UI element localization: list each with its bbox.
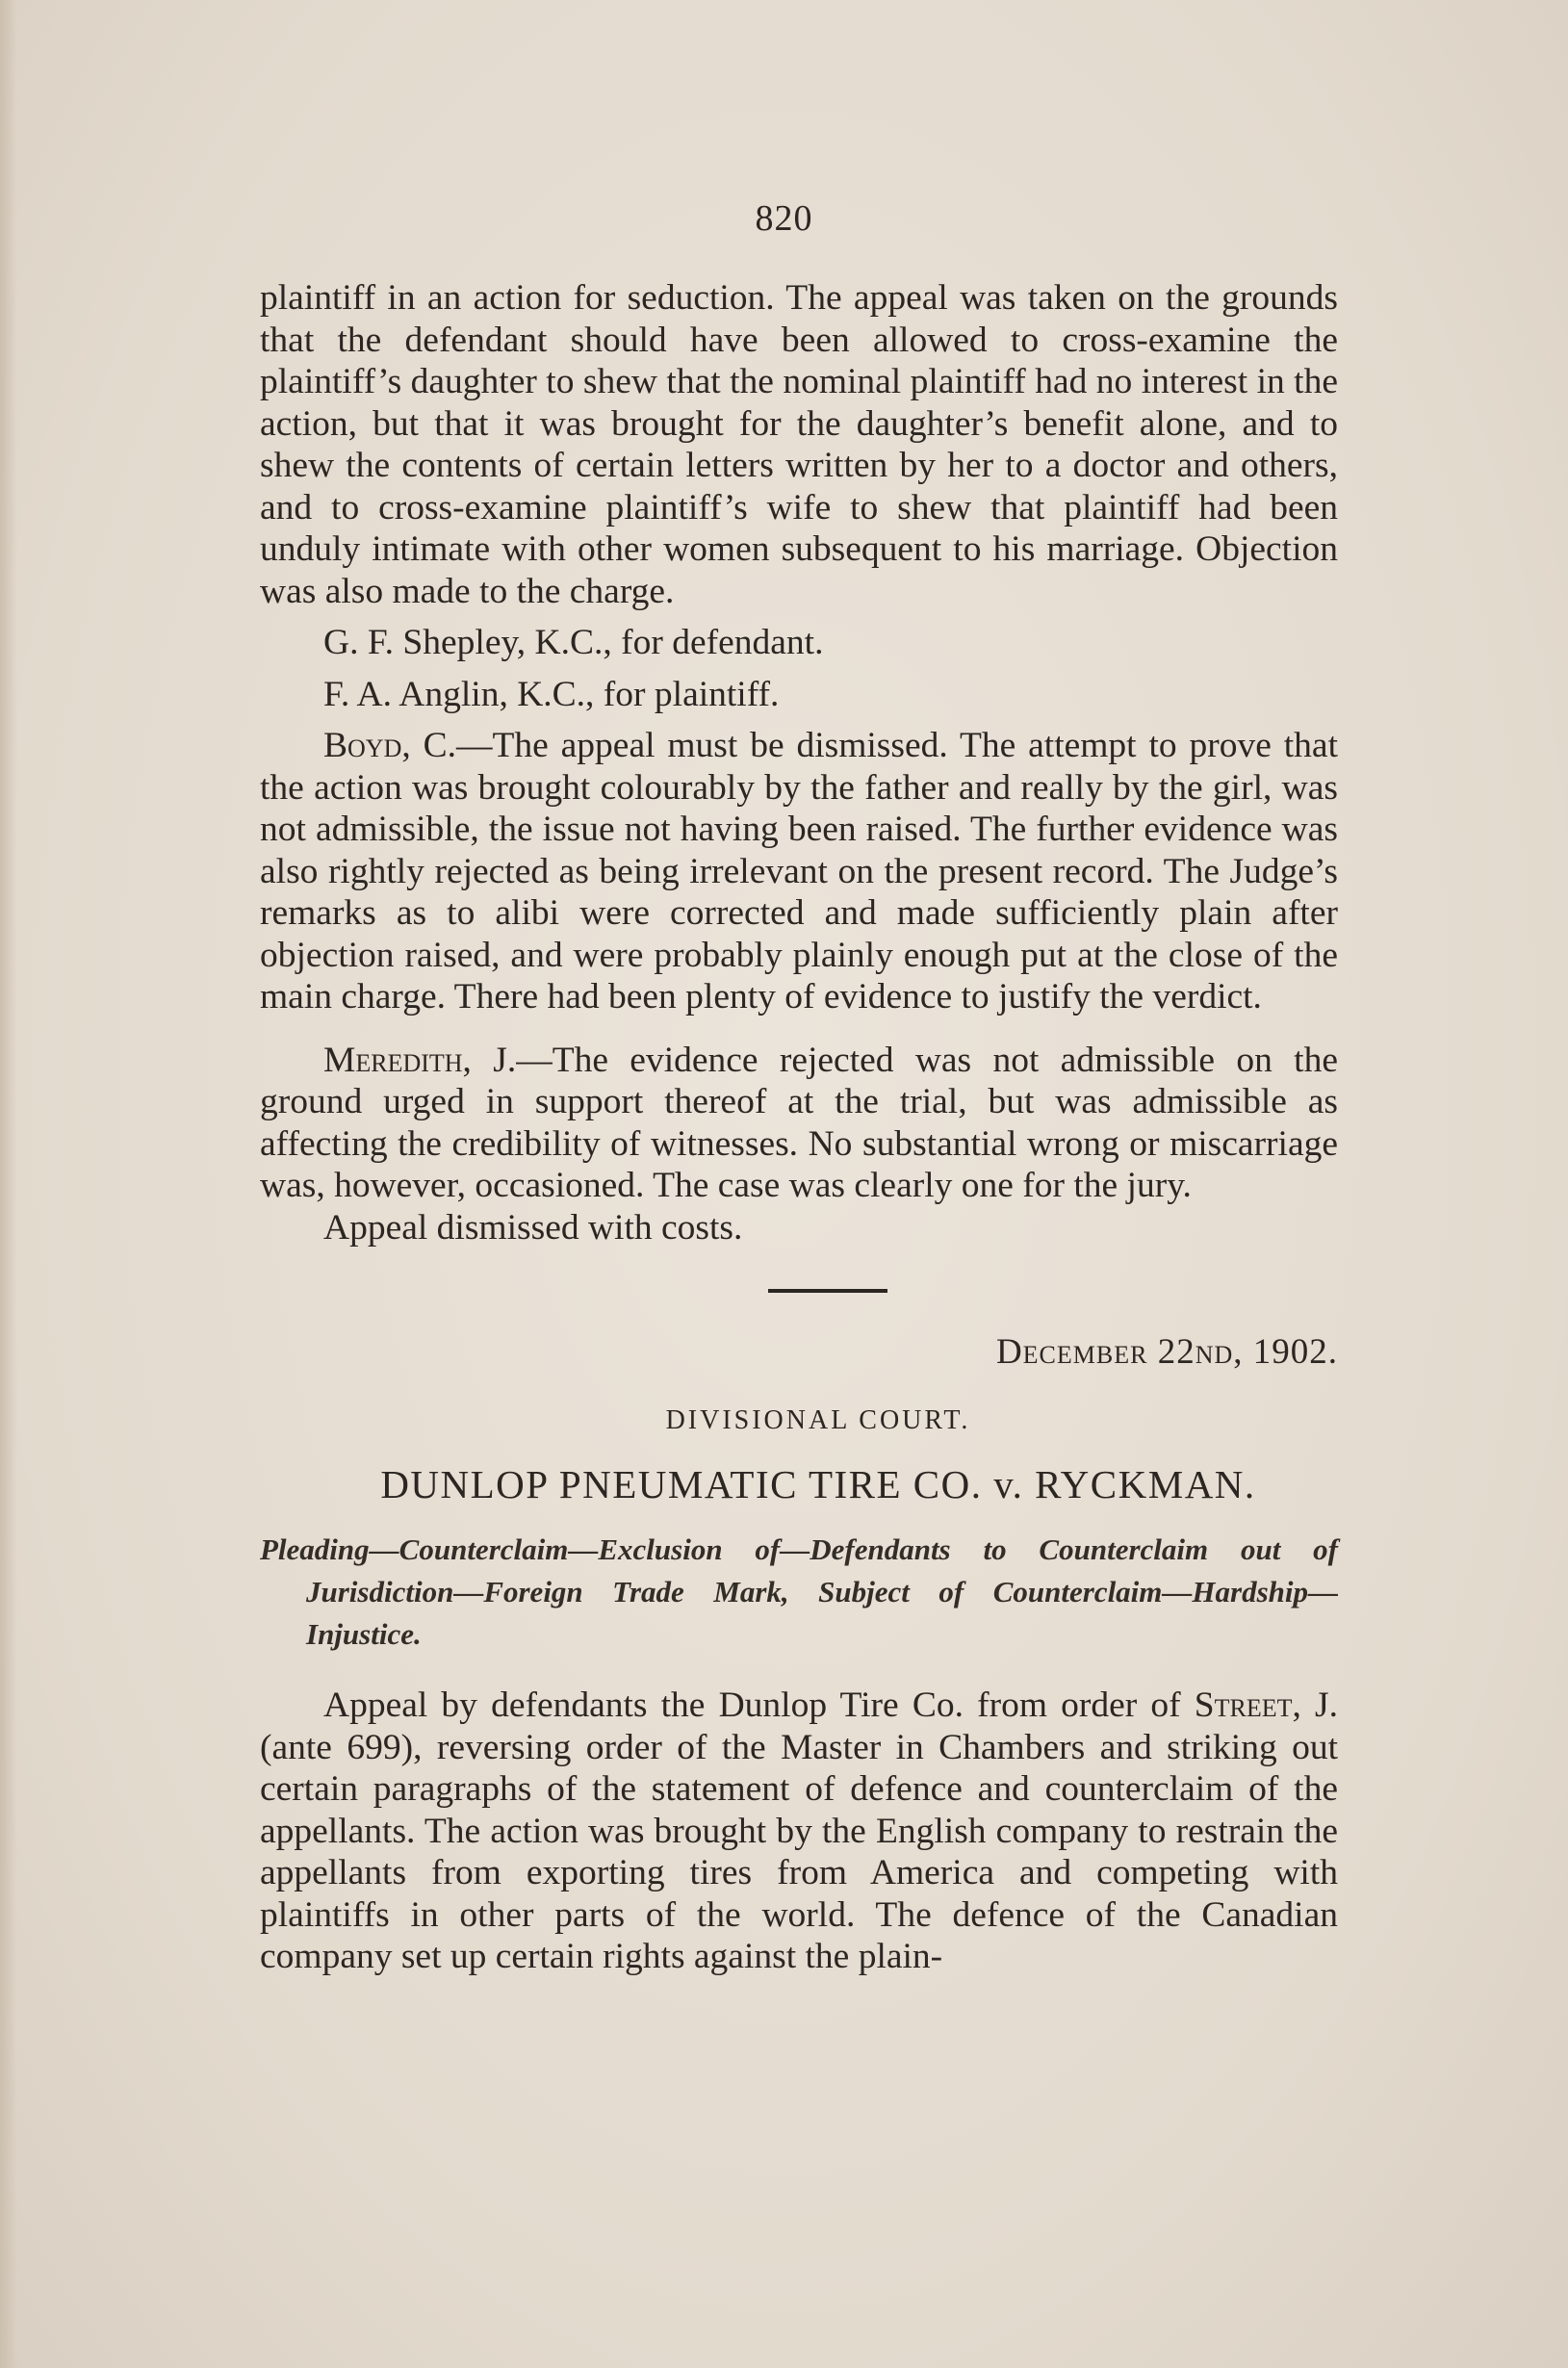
page-number: 820 xyxy=(755,198,813,239)
judge-name-meredith: Meredith, J. xyxy=(323,1040,517,1080)
appeal-rest: (ante 699), reversing order of the Master in Chambers and striking out certain paragraphs of the statement of defence and counterclaim of the appellants. The action was brought by the English company to restrain the appellants from exporting tires from America and competing with plaintiffs in other parts of the world. The defence of the Canadian company set up certain rights against the plain- xyxy=(260,1727,1338,1976)
boyd-judgment xyxy=(260,725,1338,1018)
page-edge-shadow xyxy=(0,0,17,2368)
counsel-defendant: G. F. Shepley, K.C., for defendant. xyxy=(323,623,824,662)
counsel-plaintiff: F. A. Anglin, K.C., for plaintiff. xyxy=(323,674,780,714)
judge-name-boyd: Boyd, C. xyxy=(323,726,456,765)
continued-paragraph: plaintiff in an action for seduction. The appeal was taken on the grounds that the defendant should have been allowed to cross-examine the plaintiff’s daughter to shew that the nominal plaintiff had no interest in the action, but that it was brought for the daughter’s benefit alone, and to shew the contents of certain letters written by her to a doctor and others, and to cross-examine plaintiff’s wife to shew that plaintiff had been unduly intimate with other women subsequent to his marriage. Objection was also made to the charge. xyxy=(260,278,1338,611)
appeal-intro: Appeal by defendants the Dunlop Tire Co. from order of xyxy=(323,1686,1195,1725)
headnote: Pleading—Counterclaim—Exclusion of—Defendants to Counterclaim out of Jurisdiction—Foreign Trade Mark, Subject of Counterclaim—Hardship—Injustice. xyxy=(260,1532,1338,1651)
meredith-judgment xyxy=(260,1040,1338,1207)
case-title: DUNLOP PNEUMATIC TIRE CO. v. RYCKMAN. xyxy=(380,1462,1256,1506)
decision-date: December 22nd, 1902. xyxy=(995,1332,1338,1372)
section-divider xyxy=(768,1289,887,1293)
judge-name-street: Street, J. xyxy=(1194,1686,1338,1725)
disposition: Appeal dismissed with costs. xyxy=(323,1207,743,1248)
boyd-judgment-text: —The appeal must be dismissed. The attempt to prove that the action was brought colourably by the father and really by the girl, was not admissible, the issue not having been raised. The further evidence was also rightly rejected as being irrelevant on the present record. The Judge’s remarks as to alibi were corrected and made sufficiently plain after objection raised, and were probably plainly enough put at the close of the main charge. There had been plenty of evidence to justify the verdict. xyxy=(260,726,1338,1017)
appeal-paragraph xyxy=(260,1685,1338,1978)
court-name: DIVISIONAL COURT. xyxy=(665,1405,971,1435)
meredith-judgment-text: —The evidence rejected was not admissible on the ground urged in support thereof at the trial, but was admissible as affecting the credibility of witnesses. No substantial wrong or miscarriage was, however, occasioned. The case was clearly one for the jury. xyxy=(260,1040,1338,1205)
page-body xyxy=(260,277,1338,1978)
